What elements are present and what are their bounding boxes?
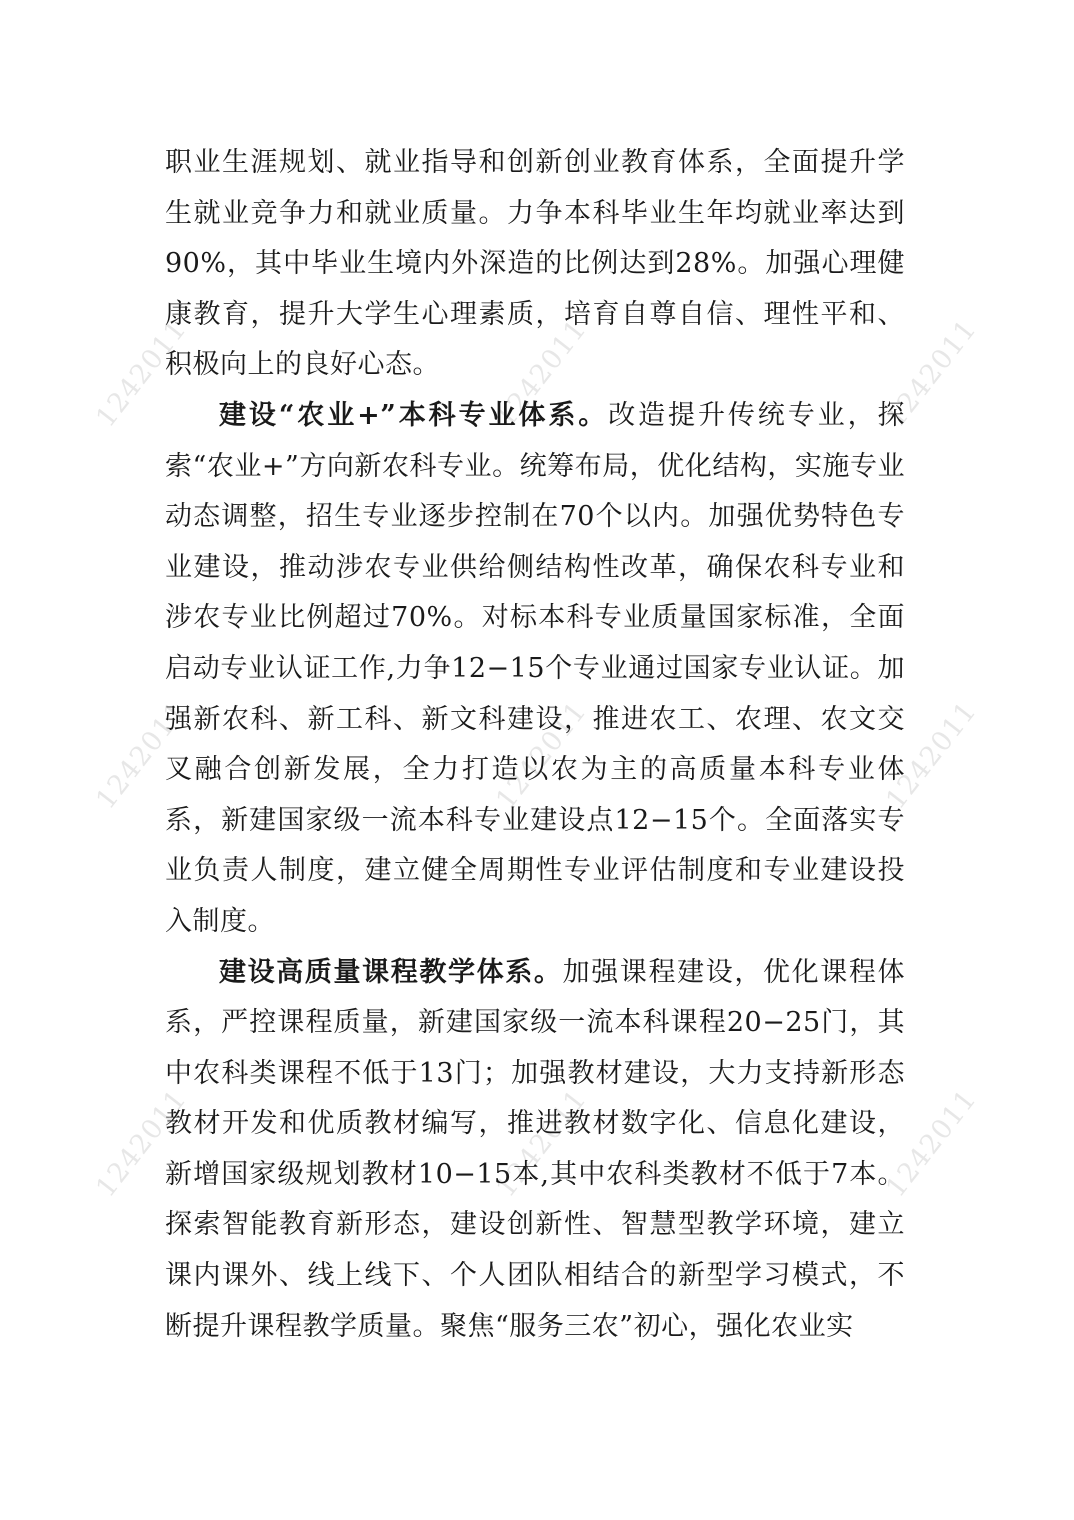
- watermark: 1242011: [90, 1083, 194, 1204]
- watermark: 1242011: [490, 1083, 594, 1204]
- section-heading: 建设高质量课程教学体系。: [219, 956, 563, 988]
- watermark: 1242011: [880, 313, 984, 434]
- paragraph-major-system: [165, 391, 905, 948]
- watermark: 1242011: [90, 695, 194, 816]
- document-body: [165, 138, 905, 1352]
- watermark: 1242011: [490, 313, 594, 434]
- paragraph-text: 加强课程建设，优化课程体系，严控课程质量，新建国家级一流本科课程20−25门，其中农科类课程不低于13门；加强教材建设，大力支持新形态教材开发和优质教材编写，推进教材数字化、信息化建设，新增国家级规划教材10−15本,其中农科类教材不低于7本。探索智能教育新形态，建设创新性、智慧型教学环境，建立课内课外、线上线下、个人团队相结合的新型学习模式，不断提升课程教学质量。聚焦“服务三农”初心，强化农业实: [165, 956, 906, 1342]
- section-heading: 建设“农业+”本科专业体系。: [219, 399, 609, 431]
- paragraph-text: 职业生涯规划、就业指导和创新创业教育体系，全面提升学生就业竞争力和就业质量。力争本科毕业生年均就业率达到90%，其中毕业生境内外深造的比例达到28%。加强心理健康教育，提升大学生心理素质，培育自尊自信、理性平和、积极向上的良好心态。: [165, 147, 905, 381]
- watermark: 1242011: [90, 313, 194, 434]
- watermark: 1242011: [880, 695, 984, 816]
- paragraph-employment: [165, 138, 905, 391]
- watermark: 1242011: [880, 1083, 984, 1204]
- watermark: 1242011: [490, 695, 594, 816]
- paragraph-course-system: [165, 948, 905, 1353]
- paragraph-text: 改造提升传统专业，探索“农业+”方向新农科专业。统筹布局，优化结构，实施专业动态调整，招生专业逐步控制在70个以内。加强优势特色专业建设，推动涉农专业供给侧结构性改革，确保农科专业和涉农专业比例超过70%。对标本科专业质量国家标准，全面启动专业认证工作,力争12−15个专业通过国家专业认证。加强新农科、新工科、新文科建设，推进农工、农理、农文交叉融合创新发展，全力打造以农为主的高质量本科专业体系，新建国家级一流本科专业建设点12−15个。全面落实专业负责人制度，建立健全周期性专业评估制度和专业建设投入制度。: [165, 399, 905, 937]
